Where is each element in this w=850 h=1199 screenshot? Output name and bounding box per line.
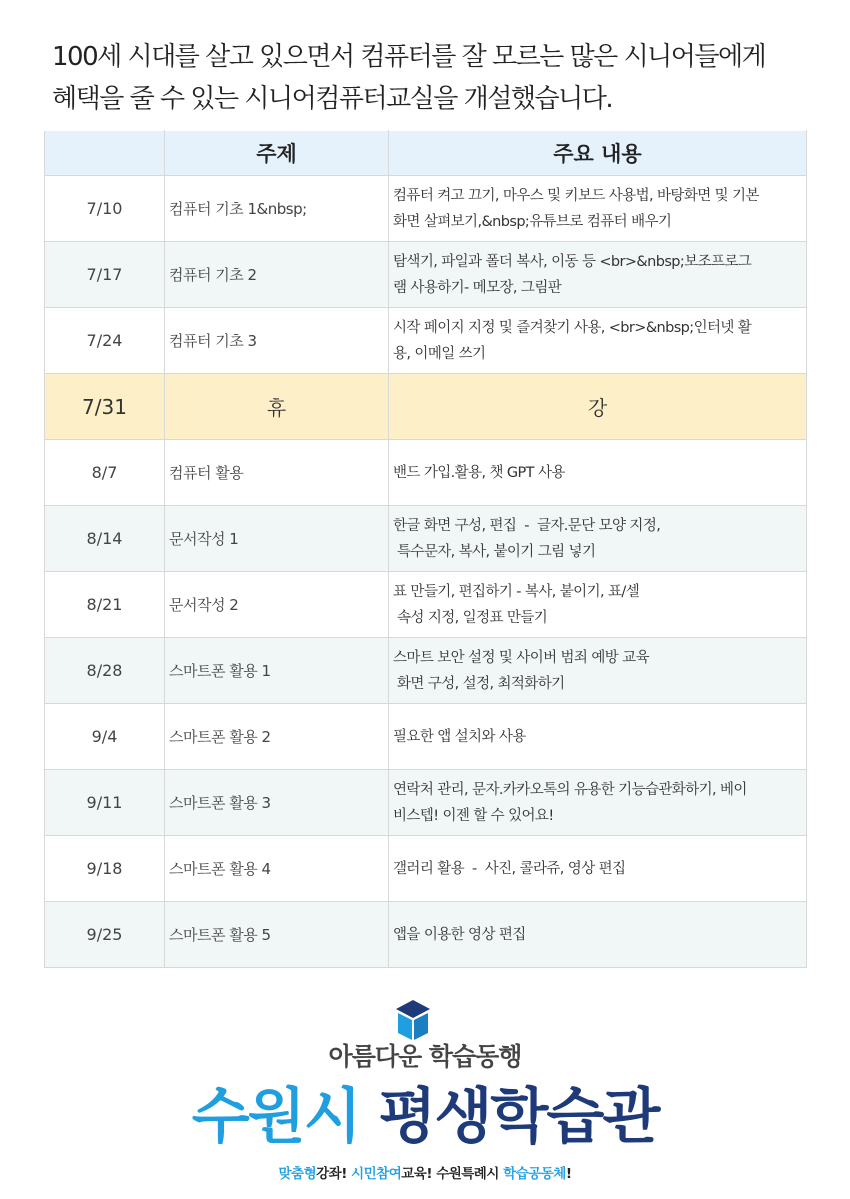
intro-text: [52, 36, 812, 120]
header-date: [45, 131, 165, 176]
content-line: 용, 이메일 쓰기: [393, 345, 486, 362]
org-name-part-2: 평생학습관: [378, 1082, 659, 1152]
row-date: 8/7: [45, 440, 165, 506]
row-date: 9/25: [45, 902, 165, 968]
row-topic: 스마트폰 활용 3: [165, 770, 389, 836]
row-content: [389, 836, 807, 902]
table-row: [45, 176, 807, 242]
row-date: 9/18: [45, 836, 165, 902]
content-line: 표 만들기, 편집하기 - 복사, 붙이기, 표/셀: [393, 583, 640, 600]
holiday-label-b: 강: [389, 374, 807, 440]
row-content: [389, 770, 807, 836]
row-topic: 스마트폰 활용 4: [165, 836, 389, 902]
content-line: 밴드 가입.활용, 챗 GPT 사용: [393, 464, 565, 481]
motto-part: 강좌!: [316, 1166, 352, 1182]
content-line: 램 사용하기- 메모장, 그림판: [393, 279, 562, 296]
row-content: [389, 704, 807, 770]
holiday-label-a: 휴: [165, 374, 389, 440]
row-date: 7/24: [45, 308, 165, 374]
content-line: 한글 화면 구성, 편집 - 글자.문단 모양 지정,: [393, 517, 661, 534]
intro-line-2: 혜택을 줄 수 있는 시니어컴퓨터교실을 개설했습니다.: [52, 84, 613, 114]
org-name-part-1: 수원시: [191, 1082, 360, 1152]
content-line: 필요한 앱 설치와 사용: [393, 728, 526, 745]
row-date: 7/17: [45, 242, 165, 308]
row-date: 7/31: [45, 374, 165, 440]
table-row: [45, 440, 807, 506]
table-row: [45, 704, 807, 770]
table-row: [45, 638, 807, 704]
row-topic: 컴퓨터 기초 3: [165, 308, 389, 374]
row-content: [389, 638, 807, 704]
table-row: [45, 836, 807, 902]
row-topic: 스마트폰 활용 5: [165, 902, 389, 968]
content-line: 스마트 보안 설정 및 사이버 범죄 예방 교육: [393, 649, 649, 666]
row-content: [389, 506, 807, 572]
row-date: 9/4: [45, 704, 165, 770]
table-row: [45, 506, 807, 572]
row-topic: 컴퓨터 기초 2: [165, 242, 389, 308]
table-row: [45, 572, 807, 638]
row-date: 9/11: [45, 770, 165, 836]
row-content: [389, 902, 807, 968]
content-line: 시작 페이지 지정 및 즐겨찾기 사용, <br>&nbsp;인터넷 활: [393, 319, 752, 336]
table-row: [45, 242, 807, 308]
table-row: [45, 770, 807, 836]
row-date: 7/10: [45, 176, 165, 242]
table-header-row: [45, 131, 807, 176]
row-topic: 컴퓨터 활용: [165, 440, 389, 506]
content-line: 앱을 이용한 영상 편집: [393, 926, 526, 943]
row-date: 8/14: [45, 506, 165, 572]
content-line: 갤러리 활용 - 사진, 콜라쥬, 영상 편집: [393, 860, 626, 877]
row-topic: 문서작성 2: [165, 572, 389, 638]
row-topic: 스마트폰 활용 1: [165, 638, 389, 704]
intro-line-1: 100세 시대를 살고 있으면서 컴퓨터를 잘 모르는 많은 시니어들에게: [52, 42, 766, 72]
logo-motto: [0, 1162, 850, 1182]
header-content: 주요 내용: [389, 131, 807, 176]
table-row: [45, 308, 807, 374]
holiday-row: [45, 374, 807, 440]
content-line: 비스텝! 이젠 할 수 있어요!: [393, 807, 554, 824]
motto-part: 학습공동체: [503, 1166, 566, 1182]
schedule-table: [44, 130, 807, 968]
row-topic: 문서작성 1: [165, 506, 389, 572]
institution-logo: [0, 995, 850, 1199]
content-line: 탐색기, 파일과 폴더 복사, 이동 등 <br>&nbsp;보조프로그: [393, 253, 752, 270]
row-date: 8/28: [45, 638, 165, 704]
content-line: 특수문자, 복사, 붙이기 그림 넣기: [393, 543, 596, 560]
row-content: [389, 176, 807, 242]
book-cube-icon: [395, 999, 431, 1041]
motto-part: 교육! 수원특례시: [401, 1166, 504, 1182]
row-content: [389, 572, 807, 638]
row-date: 8/21: [45, 572, 165, 638]
logo-org-name: [0, 1081, 850, 1153]
row-content: [389, 440, 807, 506]
row-content: [389, 308, 807, 374]
table-row: [45, 902, 807, 968]
row-topic: 스마트폰 활용 2: [165, 704, 389, 770]
content-line: 화면 구성, 설정, 최적화하기: [393, 675, 565, 692]
content-line: 연락처 관리, 문자.카카오톡의 유용한 기능습관화하기, 베이: [393, 781, 747, 798]
header-topic: 주제: [165, 131, 389, 176]
content-line: 속성 지정, 일정표 만들기: [393, 609, 548, 626]
motto-part: 맞춤형: [278, 1166, 317, 1182]
motto-part: 시민참여: [351, 1166, 402, 1182]
row-content: [389, 242, 807, 308]
motto-part: !: [565, 1166, 572, 1182]
row-topic: 컴퓨터 기초 1&nbsp;: [165, 176, 389, 242]
content-line: 컴퓨터 켜고 끄기, 마우스 및 키보드 사용법, 바탕화면 및 기본: [393, 187, 759, 204]
content-line: 화면 살펴보기,&nbsp;유튜브로 컴퓨터 배우기: [393, 213, 672, 230]
logo-slogan: 아름다운 학습동행: [328, 1042, 522, 1071]
